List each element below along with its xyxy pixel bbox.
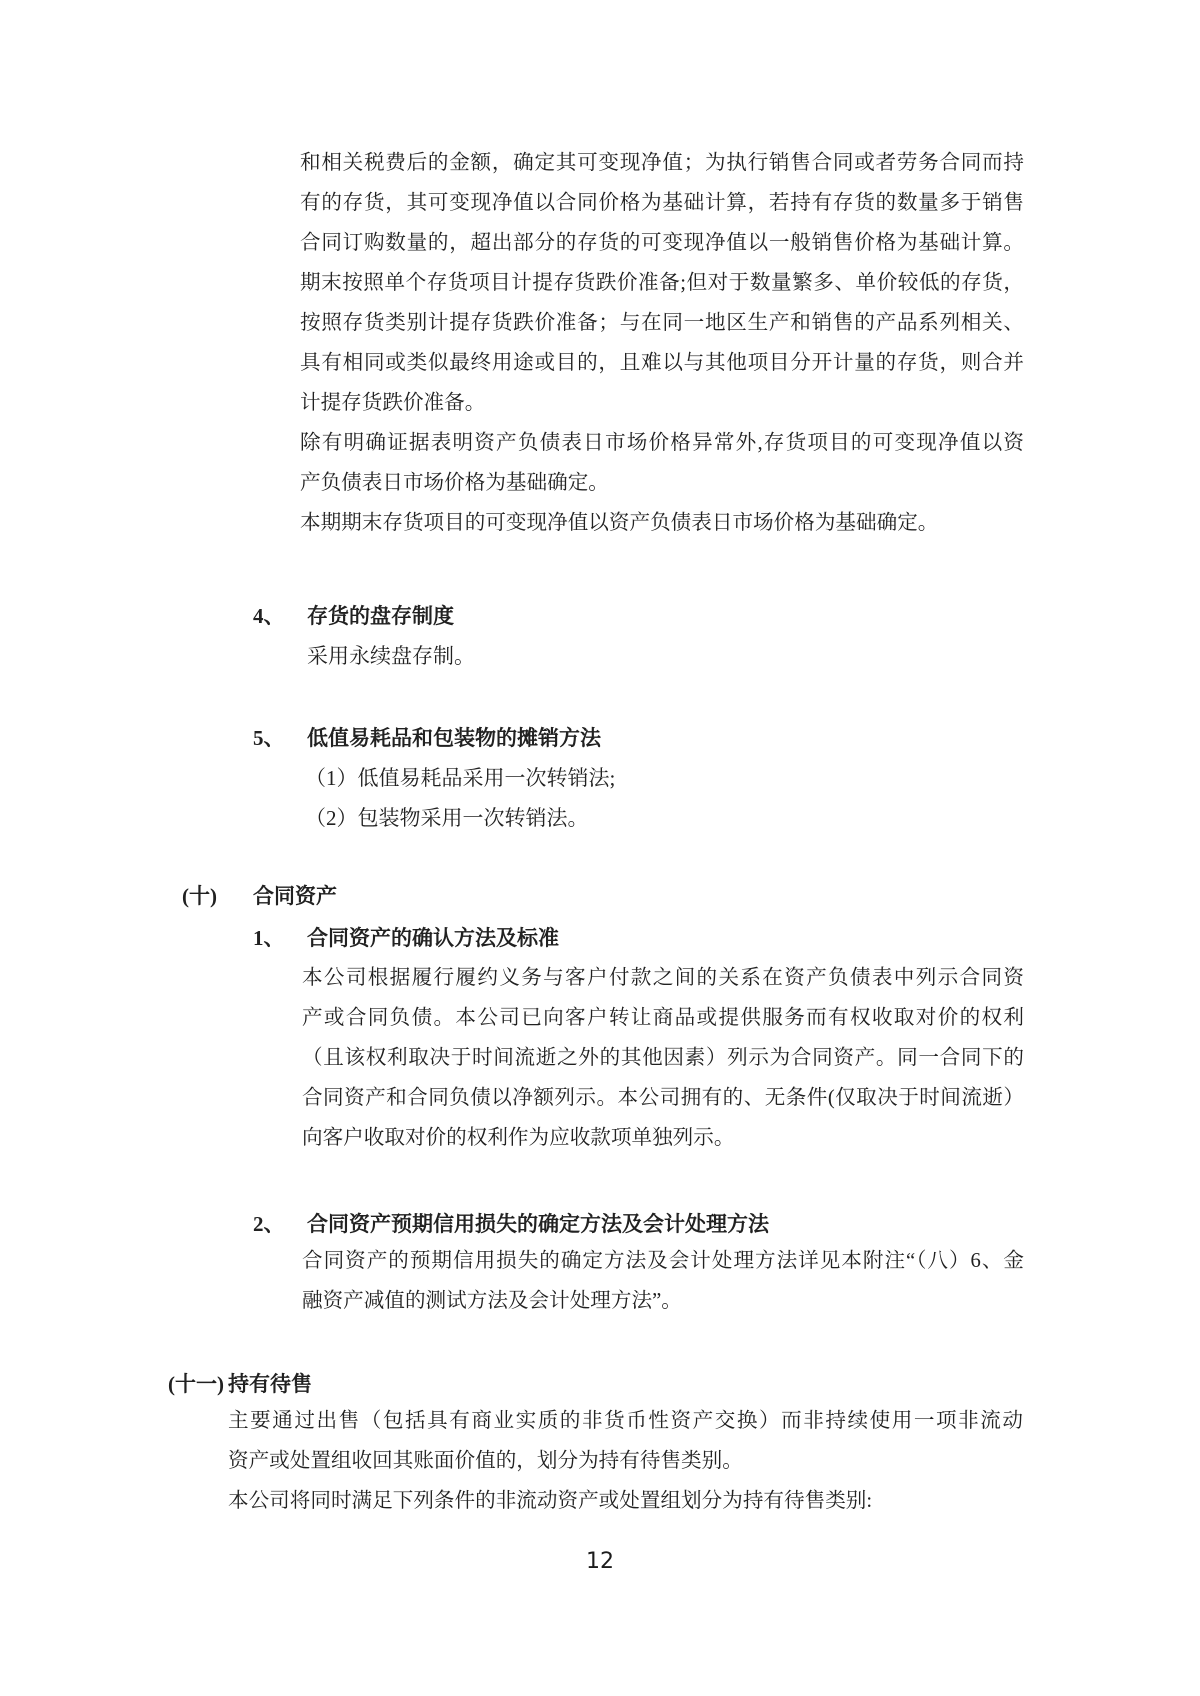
text-line: 期末按照单个存货项目计提存货跌价准备;但对于数量繁多、单价较低的存货， [300, 272, 1024, 294]
section-4-body: 采用永续盘存制。 [307, 644, 475, 668]
text-line: 主要通过出售（包括具有商业实质的非货币性资产交换）而非持续使用一项非流动 [228, 1410, 1023, 1432]
text-line: 产负债表日市场价格为基础确定。 [300, 472, 609, 494]
section-10-sub-1-number: 1、 [253, 926, 285, 950]
text-line: （且该权利取决于时间流逝之外的其他因素）列示为合同资产。同一合同下的 [302, 1047, 1024, 1069]
text-line: 除有明确证据表明资产负债表日市场价格异常外,存货项目的可变现净值以资 [300, 432, 1024, 454]
text-line: 计提存货跌价准备。 [300, 392, 486, 414]
section-5-item-1: （1）低值易耗品采用一次转销法; [305, 766, 616, 790]
section-10-sub-1-body [302, 958, 1024, 1158]
section-10-sub-2-title: 合同资产预期信用损失的确定方法及会计处理方法 [307, 1212, 769, 1236]
section-5-item-2: （2）包装物采用一次转销法。 [305, 806, 589, 830]
section-10-label: (十) [182, 884, 217, 908]
section-11-label: (十一) [168, 1372, 224, 1396]
text-line: 向客户收取对价的权利作为应收款项单独列示。 [302, 1127, 735, 1149]
text-line: 合同订购数量的，超出部分的存货的可变现净值以一般销售价格为基础计算。 [300, 232, 1024, 254]
text-line: 有的存货，其可变现净值以合同价格为基础计算，若持有存货的数量多于销售 [300, 192, 1024, 214]
section-11-body [228, 1401, 1023, 1521]
text-line: 具有相同或类似最终用途或目的，且难以与其他项目分开计量的存货，则合并 [300, 352, 1024, 374]
text-line: 本公司将同时满足下列条件的非流动资产或处置组划分为持有待售类别: [228, 1490, 873, 1512]
section-10-title: 合同资产 [253, 884, 337, 908]
section-4-title: 存货的盘存制度 [307, 604, 454, 628]
section-11-title: 持有待售 [228, 1372, 312, 1396]
text-line: 本期期末存货项目的可变现净值以资产负债表日市场价格为基础确定。 [300, 512, 939, 534]
text-line: 和相关税费后的金额，确定其可变现净值；为执行销售合同或者劳务合同而持 [300, 152, 1024, 174]
page-number: 12 [586, 1549, 614, 1574]
section-4-number: 4、 [253, 604, 285, 628]
text-line: 产或合同负债。本公司已向客户转让商品或提供服务而有权收取对价的权利 [302, 1007, 1024, 1029]
text-line: 融资产减值的测试方法及会计处理方法”。 [302, 1290, 682, 1312]
text-line: 合同资产的预期信用损失的确定方法及会计处理方法详见本附注“（八）6、金 [302, 1250, 1024, 1272]
text-line: 本公司根据履行履约义务与客户付款之间的关系在资产负债表中列示合同资 [302, 967, 1024, 989]
section-10-sub-1-title: 合同资产的确认方法及标准 [307, 926, 559, 950]
text-line: 合同资产和合同负债以净额列示。本公司拥有的、无条件(仅取决于时间流逝） [302, 1087, 1024, 1109]
inventory-nrv-paragraphs [300, 143, 1024, 543]
text-line: 资产或处置组收回其账面价值的，划分为持有待售类别。 [228, 1450, 743, 1472]
text-line: 按照存货类别计提存货跌价准备；与在同一地区生产和销售的产品系列相关、 [300, 312, 1024, 334]
section-10-sub-2-number: 2、 [253, 1212, 285, 1236]
section-10-sub-2-body [302, 1241, 1024, 1321]
section-5-title: 低值易耗品和包装物的摊销方法 [307, 726, 601, 750]
section-5-number: 5、 [253, 726, 285, 750]
